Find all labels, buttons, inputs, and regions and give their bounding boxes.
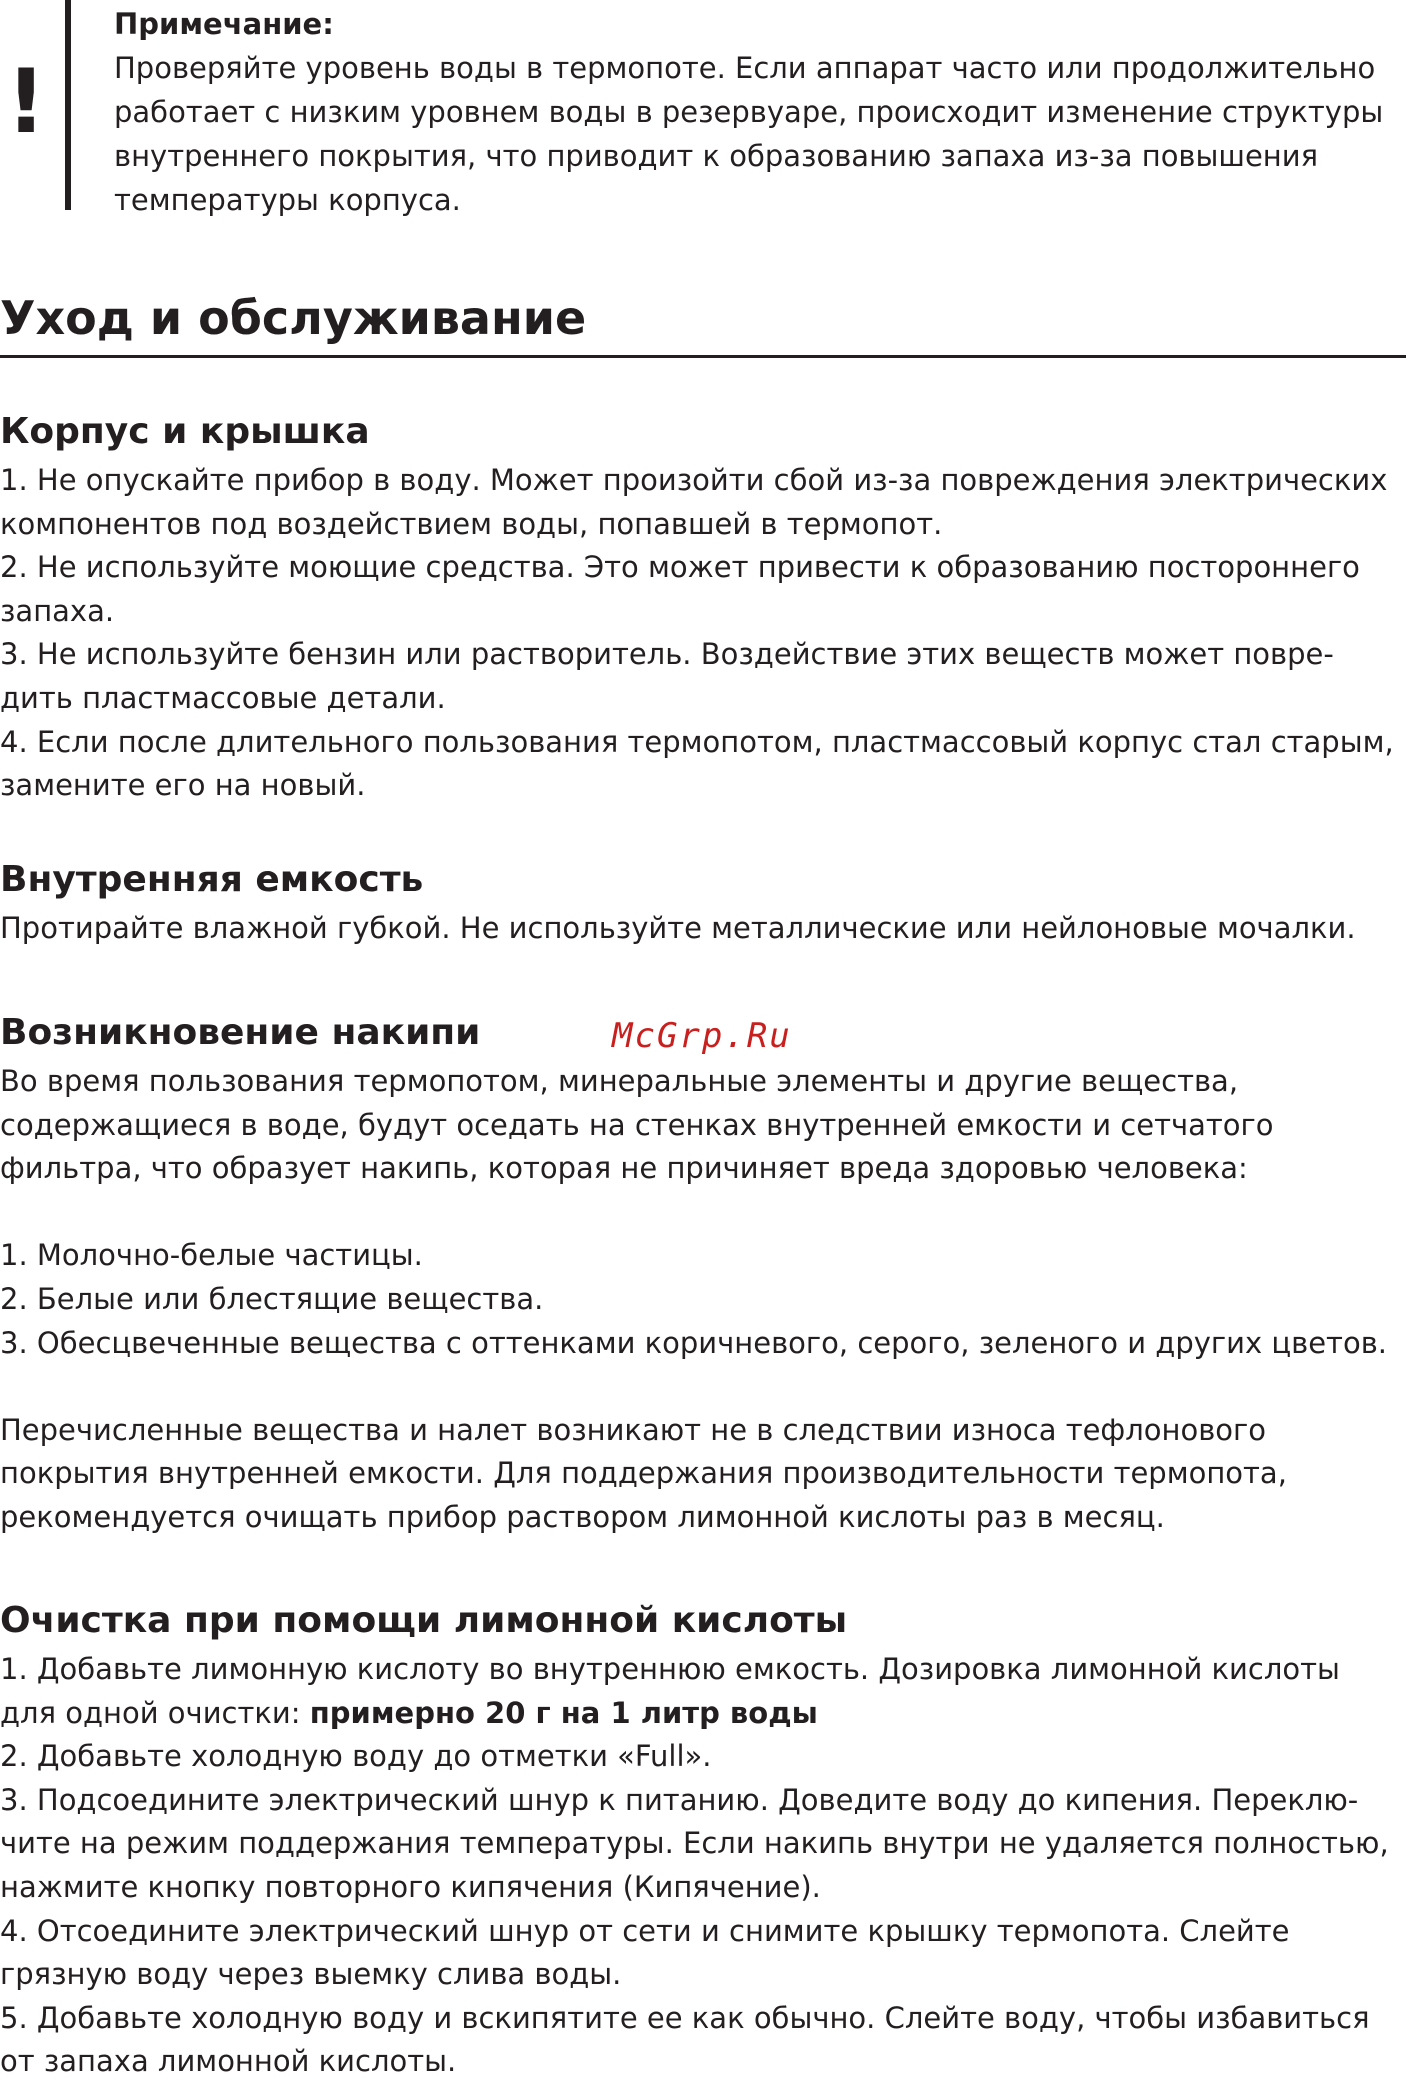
text-line: нажмите кнопку повторного кипячения (Кипячение). — [0, 1869, 821, 1904]
note-divider — [65, 0, 71, 210]
text-line: 3. Не используйте бензин или растворитель. Воздействие этих веществ может повре- — [0, 637, 1334, 672]
spacer — [0, 1191, 1406, 1235]
text-line: от запаха лимонной кислоты. — [0, 2044, 457, 2079]
note-line: работает с низким уровнем воды в резервуаре, происходит изменение структуры — [114, 95, 1384, 129]
text-line: 2. Не используйте моющие средства. Это может привести к образованию постороннего — [0, 550, 1360, 585]
section-scale — [0, 1006, 1406, 1540]
section-title: Внутренняя емкость — [0, 859, 424, 900]
note-title: Примечание: — [114, 7, 334, 41]
text-line: Протирайте влажной губкой. Не используйте металлические или нейлоновые мочалки. — [0, 911, 1356, 945]
title-rule — [0, 355, 1406, 358]
section-citric-acid — [0, 1594, 1406, 2084]
section-title: Очистка при помощи лимонной кислоты — [0, 1600, 848, 1641]
text-line: чите на режим поддержания температуры. Если накипь внутри не удаляется полностью, — [0, 1826, 1389, 1861]
text-line: 3. Подсоедините электрический шнур к питанию. Доведите воду до кипения. Переклю- — [0, 1782, 1359, 1817]
text-line: содержащиеся в воде, будут оседать на стенках внутренней емкости и сетчатого — [0, 1107, 1274, 1142]
text-line: Перечисленные вещества и налет возникают не в следствии износа тефлонового — [0, 1412, 1267, 1447]
note-block — [0, 0, 1406, 215]
note-line: Проверяйте уровень воды в термопоте. Если аппарат часто или продолжительно — [114, 51, 1376, 85]
text-line: дить пластмассовые детали. — [0, 680, 446, 715]
text-line: 1. Не опускайте прибор в воду. Может произойти сбой из-за повреждения электрических — [0, 463, 1388, 497]
section-title: Возникновение накипи — [0, 1012, 481, 1053]
exclamation-icon: ! — [6, 50, 47, 153]
text-line: фильтра, что образует накипь, которая не причиняет вреда здоровью человека: — [0, 1151, 1248, 1186]
text-line — [0, 1692, 1406, 1736]
note-line: температуры корпуса. — [114, 183, 461, 217]
text-line: Во время пользования термопотом, минеральные элементы и другие вещества, — [0, 1064, 1239, 1098]
section-body-and-lid — [0, 405, 1406, 808]
section-title: Корпус и крышка — [0, 411, 370, 452]
text-line: рекомендуется очищать прибор раствором лимонной кислоты раз в месяц. — [0, 1499, 1165, 1534]
text-line: 2. Добавьте холодную воду до отметки «Full». — [0, 1739, 712, 1774]
watermark: McGrp.Ru — [612, 1016, 792, 1056]
text-line: компонентов под воздействием воды, попавшей в термопот. — [0, 506, 943, 541]
text-line: 4. Отсоедините электрический шнур от сети и снимите крышку термопота. Слейте — [0, 1913, 1290, 1948]
page-title: Уход и обслуживание — [0, 291, 587, 345]
spacer — [0, 1365, 1406, 1409]
note-text — [114, 2, 1404, 222]
section-inner-container — [0, 853, 1406, 951]
list-item: 3. Обесцвеченные вещества с оттенками коричневого, серого, зеленого и других цветов. — [0, 1325, 1388, 1360]
text-line: 5. Добавьте холодную воду и вскипятите ее как обычно. Слейте воду, чтобы избавиться — [0, 2000, 1370, 2035]
text-line: запаха. — [0, 593, 115, 628]
text-line: 4. Если после длительного пользования термопотом, пластмассовый корпус стал старым, — [0, 724, 1394, 759]
dosage-emphasis: примерно 20 г на 1 литр воды — [309, 1695, 818, 1730]
text-line: покрытия внутренней емкости. Для поддержания производительности термопота, — [0, 1456, 1287, 1491]
text-line: грязную воду через выемку слива воды. — [0, 1957, 622, 1992]
list-item: 1. Молочно-белые частицы. — [0, 1238, 423, 1273]
text-prefix: для одной очистки: — [0, 1695, 310, 1730]
text-line: замените его на новый. — [0, 768, 366, 803]
note-line: внутреннего покрытия, что приводит к образованию запаха из-за повышения — [114, 139, 1319, 173]
text-line: 1. Добавьте лимонную кислоту во внутреннюю емкость. Дозировка лимонной кислоты — [0, 1652, 1340, 1686]
list-item: 2. Белые или блестящие вещества. — [0, 1281, 544, 1316]
